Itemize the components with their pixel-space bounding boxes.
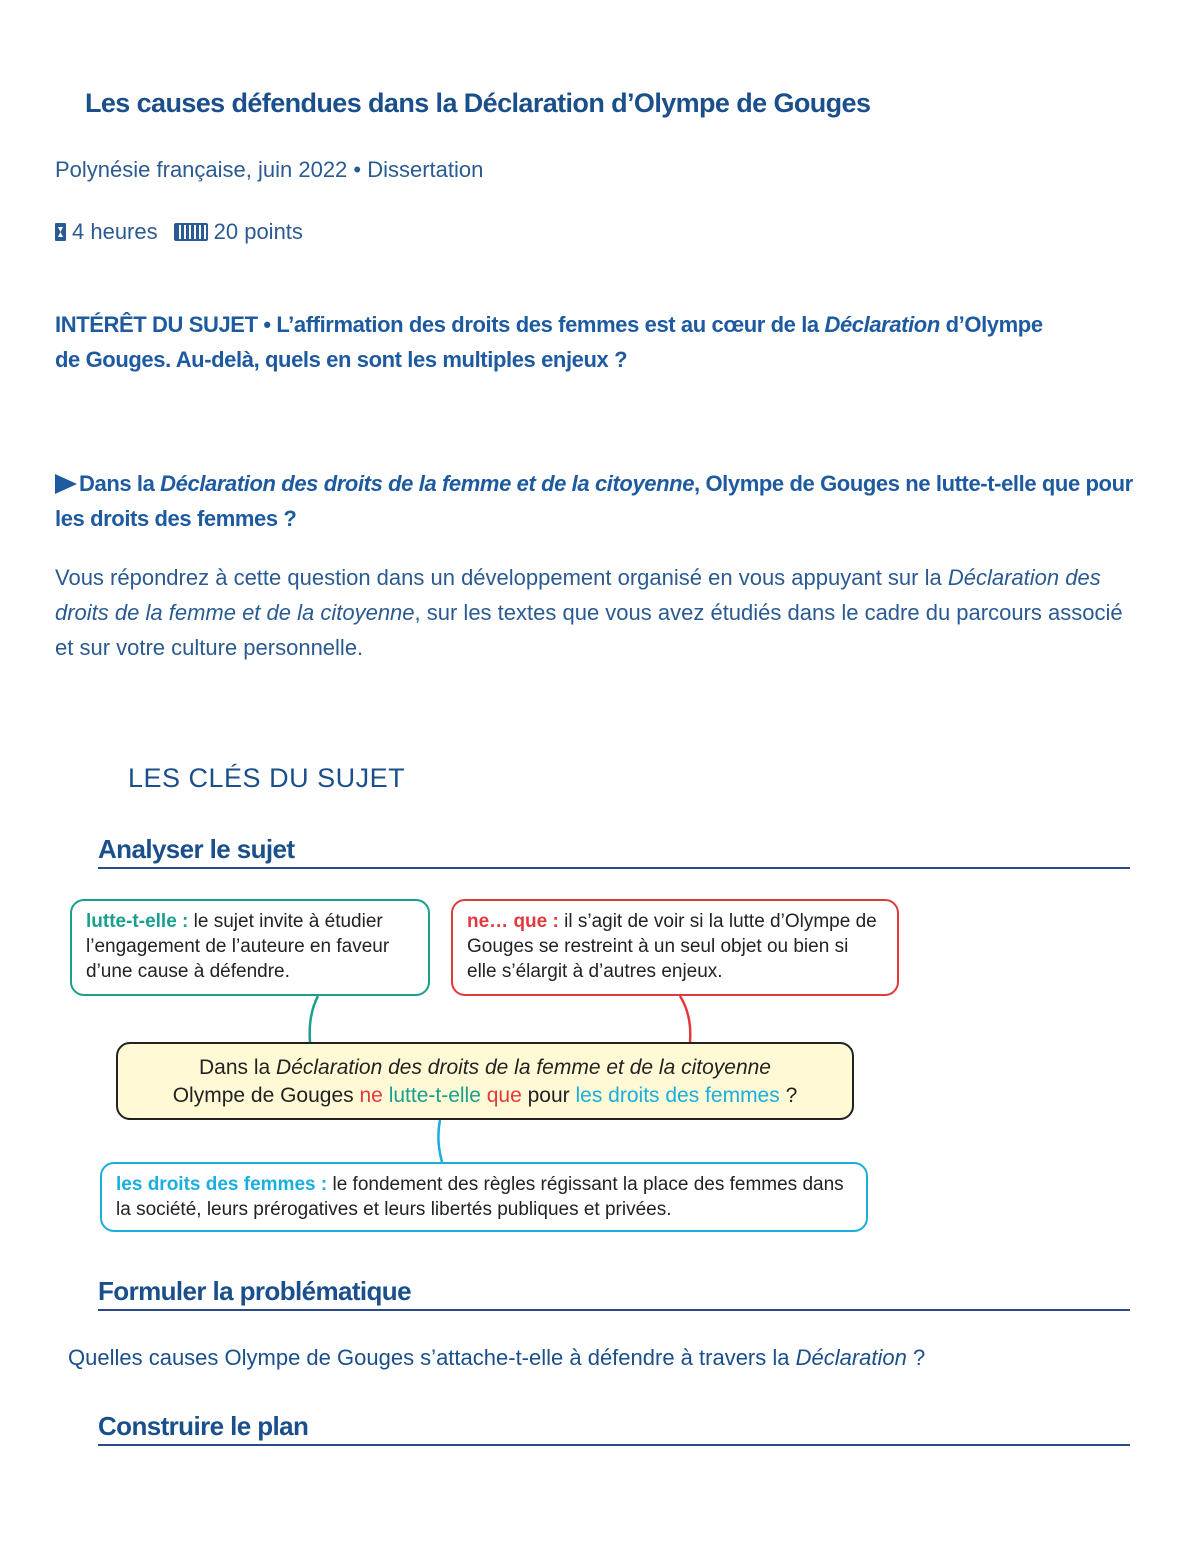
diagram-box-droits: les droits des femmes : le fondement des règles régissant la place des femmes dans la société, leurs prérogatives et leurs libertés publiques et privées. (100, 1162, 868, 1232)
section-analyser: Analyser le sujet (98, 834, 295, 864)
duration-label: 4 heures (72, 219, 158, 244)
interet-du-sujet: INTÉRÊT DU SUJET • L’affirmation des droits des femmes est au cœur de la Déclaration d’Olympe de Gouges. Au-delà, quels en sont les multiples enjeux ? (55, 312, 1043, 372)
sujet-line-2: Olympe de Gouges ne lutte-t-elle que pour les droits des femmes ? (172, 1084, 798, 1107)
diagram-box-sujet (116, 1042, 854, 1120)
diagram-box-ne-que: ne… que : il s’agit de voir si la lutte d’Olympe de Gouges se restreint à un seul objet ou bien si elle s’élargit à d’autres enjeux. (451, 899, 899, 996)
interet-label: INTÉRÊT DU SUJET • (55, 312, 271, 337)
page-title: Les causes défendues dans la Déclaration d’Olympe de Gouges (85, 88, 871, 118)
connector-blue (438, 1120, 442, 1162)
diagram-box-lutte: lutte-t-elle : le sujet invite à étudier l’engagement de l’auteure en faveur d’une cause à défendre. (70, 899, 430, 996)
connector-red (680, 996, 690, 1042)
connector-teal (310, 996, 318, 1042)
problematique-text: Quelles causes Olympe de Gouges s’attache-t-elle à défendre à travers la Déclaration ? (68, 1345, 926, 1370)
section-formuler: Formuler la problématique (98, 1276, 411, 1306)
section-construire: Construire le plan (98, 1411, 309, 1441)
points-label: 20 points (213, 219, 303, 244)
section-rule (98, 1444, 1130, 1446)
section-rule (98, 1309, 1130, 1311)
cles-du-sujet-title: LES CLÉS DU SUJET (128, 763, 406, 793)
subject-question: Dans la Déclaration des droits de la femme et de la citoyenne, Olympe de Gouges ne lutte-t-elle que pour les droits des femmes ? (55, 471, 1133, 531)
exam-meta: Polynésie française, juin 2022 • Dissertation (55, 157, 484, 182)
instructions: Vous répondrez à cette question dans un développement organisé en vous appuyant sur la Déclaration des droits de la femme et de la citoyenne, sur les textes que vous avez étudiés dans le cadre du parcours associé et sur votre culture personnelle. (55, 565, 1123, 660)
sujet-line-1: Dans la Déclaration des droits de la femme et de la citoyenne (199, 1056, 771, 1079)
